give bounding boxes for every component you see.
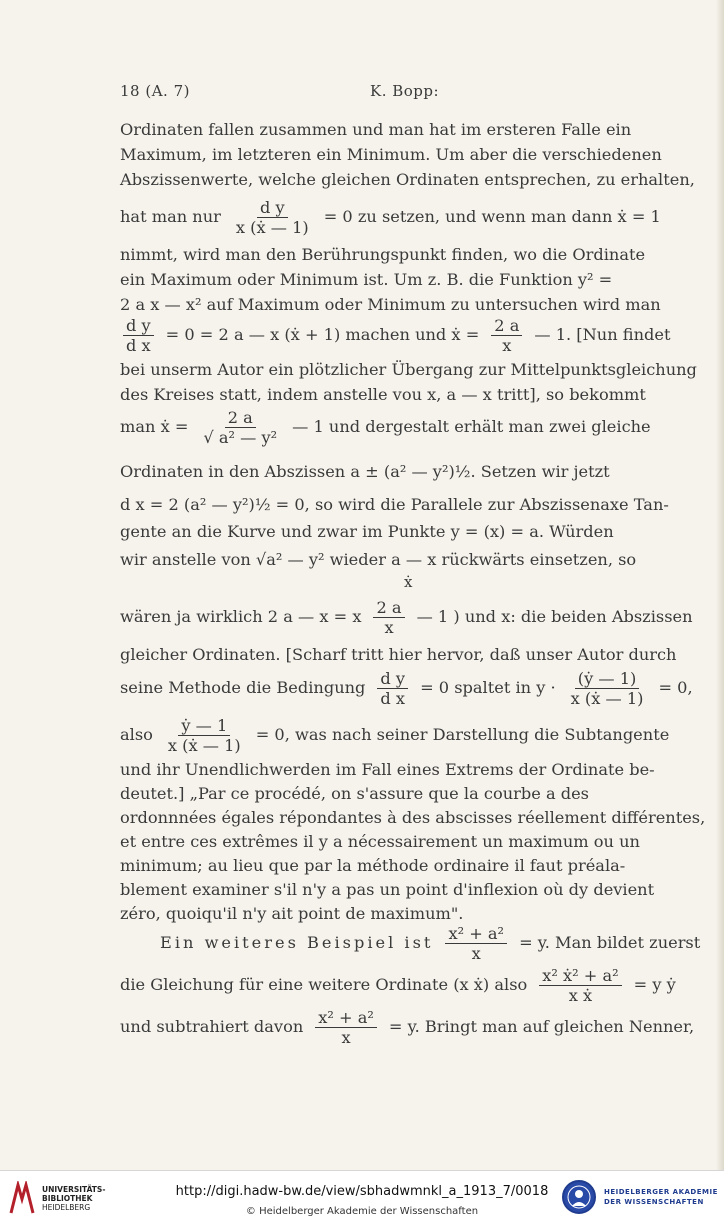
fraction xyxy=(539,966,621,1005)
fraction xyxy=(315,1008,377,1047)
academy-line: HEIDELBERGER AKADEMIE xyxy=(604,1188,718,1196)
numerator: d y xyxy=(123,316,154,336)
numerator: x² + a² xyxy=(315,1008,377,1028)
fraction xyxy=(445,924,507,963)
text: = y. Man bildet zuerst xyxy=(519,933,701,952)
denominator: d x xyxy=(380,688,406,708)
text-line: ordonnnées égales répondantes à des abscisses réellement différentes, xyxy=(120,808,706,827)
copyright-text: © Heidelberger Akademie der Wissenschaften xyxy=(245,1206,479,1217)
fraction xyxy=(373,598,404,637)
text: = 0 zu setzen, und wenn man dann ẋ = 1 xyxy=(323,207,661,226)
numerator: 2 a xyxy=(491,316,522,336)
fraction xyxy=(165,716,244,755)
text: — 1 und dergestalt erhält man zwei gleiche xyxy=(292,417,651,436)
fraction xyxy=(568,669,647,708)
formula-line xyxy=(120,1004,695,1050)
academy-seal-icon xyxy=(561,1179,597,1215)
running-header: K. Bopp: xyxy=(370,82,440,100)
library-line: BIBLIOTHEK xyxy=(42,1194,93,1203)
denominator: d x xyxy=(126,335,151,355)
formula-line xyxy=(120,592,693,642)
text: Ein weiteres Beispiel ist xyxy=(160,933,434,952)
fraction xyxy=(491,316,522,355)
numerator: d y xyxy=(257,198,288,218)
formula-line xyxy=(120,402,681,452)
text-line: et entre ces extrêmes il y a nécessairement un maximum ou un xyxy=(120,832,640,851)
viewer-footer xyxy=(0,1170,724,1225)
text-line: bei unserm Autor ein plötzlicher Übergang zur Mittelpunktsgleichung xyxy=(120,360,697,379)
text-line: gleicher Ordinaten. [Scharf tritt hier hervor, daß unser Autor durch xyxy=(120,645,677,664)
text: seine Methode die Bedingung xyxy=(120,678,366,697)
denominator: x (ẋ — 1) xyxy=(235,217,309,237)
text: wären ja wirklich 2 a — x = x xyxy=(120,607,362,626)
library-line: HEIDELBERG xyxy=(42,1203,91,1212)
academy-name xyxy=(604,1187,718,1207)
denominator: x ẋ xyxy=(568,985,593,1005)
formula-line xyxy=(120,664,693,712)
text: — 1 ) und x: die beiden Abszissen xyxy=(416,607,693,626)
denominator: x xyxy=(384,617,394,637)
denominator: x xyxy=(341,1027,351,1047)
formula-line: d x = 2 (a² — y²)½ = 0, so wird die Parallele zur Abszissenaxe Tan- xyxy=(120,495,669,514)
academy-line: DER WISSENSCHAFTEN xyxy=(604,1198,704,1206)
text-line: Ordinaten fallen zusammen und man hat im ersteren Falle ein xyxy=(120,120,632,139)
text-line: Maximum, im letzteren ein Minimum. Um aber die verschiedenen xyxy=(120,145,662,164)
denominator: x (ẋ — 1) xyxy=(570,688,644,708)
fraction xyxy=(377,669,408,708)
numerator: d y xyxy=(377,669,408,689)
denominator: x (ẋ — 1) xyxy=(167,735,241,755)
text: man ẋ = xyxy=(120,417,189,436)
text-line: und ihr Unendlichwerden im Fall eines Extrems der Ordinate be- xyxy=(120,760,655,779)
denominator: x xyxy=(471,943,481,963)
page-number: 18 (A. 7) xyxy=(120,82,190,100)
denominator: √ a² — y² xyxy=(203,427,278,447)
fraction xyxy=(200,408,280,447)
text: = y ẏ xyxy=(633,975,676,994)
fraction xyxy=(123,316,154,355)
text: = y. Bringt man auf gleichen Nenner, xyxy=(388,1017,695,1036)
permalink-url[interactable]: http://digi.hadw-bw.de/view/sbhadwmnkl_a_1913_7/0018 xyxy=(175,1184,549,1199)
numerator: x² + a² xyxy=(445,924,507,944)
text: die Gleichung für eine weitere Ordinate (x ẋ) also xyxy=(120,975,528,994)
numerator: x² ẋ² + a² xyxy=(539,966,621,986)
formula-line: wir anstelle von √a² — y² wieder a — x rückwärts einsetzen, so xyxy=(120,550,637,569)
text-line: minimum; au lieu que par la méthode ordinaire il faut préala- xyxy=(120,856,626,875)
formula-line xyxy=(120,192,681,242)
formula-line xyxy=(160,920,701,966)
text: und subtrahiert davon xyxy=(120,1017,304,1036)
formula-line: Ordinaten in den Abszissen a ± (a² — y²)½. Setzen wir jetzt xyxy=(120,462,610,481)
text-line: zéro, quoiqu'il n'y ait point de maximum". xyxy=(120,904,464,923)
text: also xyxy=(120,725,153,744)
text: = 0 spaltet in y · xyxy=(420,678,556,697)
library-line: UNIVERSITÄTS- xyxy=(42,1185,106,1194)
numerator: 2 a xyxy=(225,408,256,428)
text: = 0, xyxy=(658,678,693,697)
text: = 0, was nach seiner Darstellung die Subtangente xyxy=(255,725,670,744)
text-line: Abszissenwerte, welche gleichen Ordinaten entsprechen, zu erhalten, xyxy=(120,170,695,189)
text: — 1. [Nun findet xyxy=(534,325,671,344)
text-line: nimmt, wird man den Berührungspunkt finden, wo die Ordinate xyxy=(120,245,646,264)
formula-line xyxy=(120,712,681,758)
text-line: blement examiner s'il n'y a pas un point d'inflexion où dy devient xyxy=(120,880,655,899)
denominator: x xyxy=(502,335,512,355)
text: hat man nur xyxy=(120,207,221,226)
text: = 0 = 2 a — x (ẋ + 1) machen und ẋ = xyxy=(165,325,480,344)
text-line: deutet.] „Par ce procédé, on s'assure que la courbe a des xyxy=(120,784,589,803)
numerator: (ẏ — 1) xyxy=(575,669,640,689)
page-edge xyxy=(716,0,724,1170)
formula-line xyxy=(120,962,681,1008)
numerator: ẏ — 1 xyxy=(178,716,230,736)
text-line: des Kreises statt, indem anstelle vou x, a — x tritt], so bekommt xyxy=(120,385,646,404)
text-line: 2 a x — x² auf Maximum oder Minimum zu untersuchen wird man xyxy=(120,295,661,314)
overbrace-label: ẋ xyxy=(404,573,413,591)
text-line: gente an die Kurve und zwar im Punkte y = (x) = a. Würden xyxy=(120,522,614,541)
formula-line xyxy=(120,312,681,358)
numerator: 2 a xyxy=(373,598,404,618)
text-line: ein Maximum oder Minimum ist. Um z. B. die Funktion y² = xyxy=(120,270,613,289)
fraction xyxy=(233,198,312,237)
